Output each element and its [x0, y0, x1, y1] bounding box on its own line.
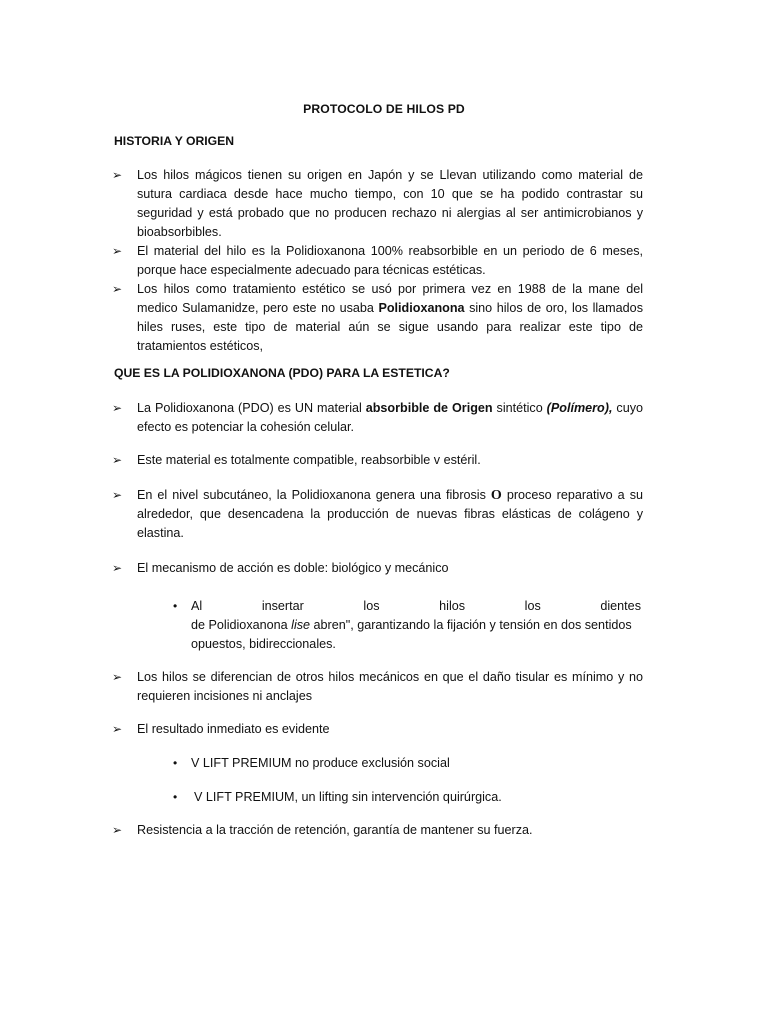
sub-list-item — [173, 754, 641, 773]
text-run: sino hilos de oro, los llamados hiles ruses, este tipo de material aún se sigue usando para realizar este tipo de tratamientos estéticos, — [137, 301, 643, 353]
bullet-text: El resultado inmediato es evidente — [137, 722, 330, 736]
text-run: Los hilos como tratamiento estético se usó por primera vez en 1988 de la mane del medico Sulamanidze, pero este no usaba — [137, 282, 643, 315]
arrow-bullet-icon: ➢ — [112, 453, 123, 467]
bold-letter: O — [490, 488, 502, 503]
list-item — [112, 451, 643, 470]
arrow-bullet-icon: ➢ — [112, 244, 123, 258]
dot-bullet-icon: • — [173, 756, 178, 770]
section-heading-pdo: QUE ES LA POLIDIOXANONA (PDO) PARA LA ESTETICA? — [114, 366, 450, 380]
word: insertar — [261, 599, 304, 613]
arrow-bullet-icon: ➢ — [112, 722, 123, 736]
spread-line — [191, 597, 641, 616]
bullet-text: El mecanismo de acción es doble: biológico y mecánico — [137, 561, 449, 575]
bullet-text: Los hilos se diferencian de otros hilos mecánicos en que el daño tisular es mínimo y no requieren incisiones ni anclajes — [137, 670, 643, 703]
text-run: de Polidioxanona — [191, 618, 292, 632]
bullet-text: Los hilos mágicos tienen su origen en Japón y se Llevan utilizando como material de sutura cardiaca desde hace mucho tiempo, con 10 que se ha podido contrastar su seguridad y está probado que no producen rechazo ni alergias al ser antimicrobianos y bioabsorbibles. — [137, 168, 643, 239]
arrow-bullet-icon: ➢ — [112, 168, 123, 182]
word: dientes — [600, 599, 641, 613]
list-item — [112, 720, 643, 739]
bullet-text — [137, 399, 643, 437]
text-run: abren", garantizando la fijación y tensión en dos sentidos opuestos, bidireccionales. — [191, 618, 632, 651]
text-run: La Polidioxanona (PDO) es UN material — [137, 401, 366, 415]
bullet-text: Resistencia a la tracción de retención, garantía de mantener su fuerza. — [137, 823, 533, 837]
arrow-bullet-icon: ➢ — [112, 488, 123, 502]
bold-text: absorbible de Origen — [365, 401, 493, 415]
list-item — [112, 242, 643, 280]
list-item — [112, 821, 643, 840]
word: hilos — [439, 599, 466, 613]
list-item — [112, 668, 643, 706]
word: los — [363, 599, 380, 613]
list-item — [112, 280, 643, 356]
italic-text: lise — [291, 618, 311, 632]
list-item — [112, 559, 643, 578]
section-heading-historia: HISTORIA Y ORIGEN — [114, 134, 235, 148]
arrow-bullet-icon: ➢ — [112, 823, 123, 837]
sub-bullet-text: V LIFT PREMIUM no produce exclusión social — [191, 756, 450, 770]
sub-list-item — [173, 788, 641, 807]
bold-italic-text: (Polímero), — [546, 401, 613, 415]
bullet-text — [137, 486, 643, 543]
word: los — [524, 599, 541, 613]
text-run: En el nivel subcutáneo, la Polidioxanona genera una fibrosis — [137, 488, 491, 502]
word: Al — [191, 599, 203, 613]
bullet-text: Este material es totalmente compatible, reabsorbible v estéril. — [137, 453, 481, 467]
sub-list-item — [173, 597, 641, 654]
dot-bullet-icon: • — [173, 599, 178, 613]
arrow-bullet-icon: ➢ — [112, 561, 123, 575]
document-title: PROTOCOLO DE HILOS PD — [303, 102, 465, 116]
arrow-bullet-icon: ➢ — [112, 670, 123, 684]
sub-bullet-text — [191, 616, 641, 654]
arrow-bullet-icon: ➢ — [112, 282, 123, 296]
list-item — [112, 399, 643, 437]
text-run: proceso reparativo a su alrededor, que desencadena la producción de nuevas fibras elásticas de colágeno y elastina. — [137, 488, 643, 540]
text-run: cuyo efecto es potenciar la cohesión celular. — [137, 401, 643, 434]
sub-bullet-text: V LIFT PREMIUM, un lifting sin intervención quirúrgica. — [194, 790, 502, 804]
bullet-text — [137, 280, 643, 356]
bullet-text: El material del hilo es la Polidioxanona 100% reabsorbible en un periodo de 6 meses, porque hace especialmente adecuado para técnicas estéticas. — [137, 244, 643, 277]
list-item — [112, 486, 643, 543]
dot-bullet-icon: • — [173, 790, 178, 804]
arrow-bullet-icon: ➢ — [112, 401, 123, 415]
text-run: sintético — [492, 401, 547, 415]
list-item — [112, 166, 643, 242]
bold-text: Polidioxanona — [378, 301, 465, 315]
